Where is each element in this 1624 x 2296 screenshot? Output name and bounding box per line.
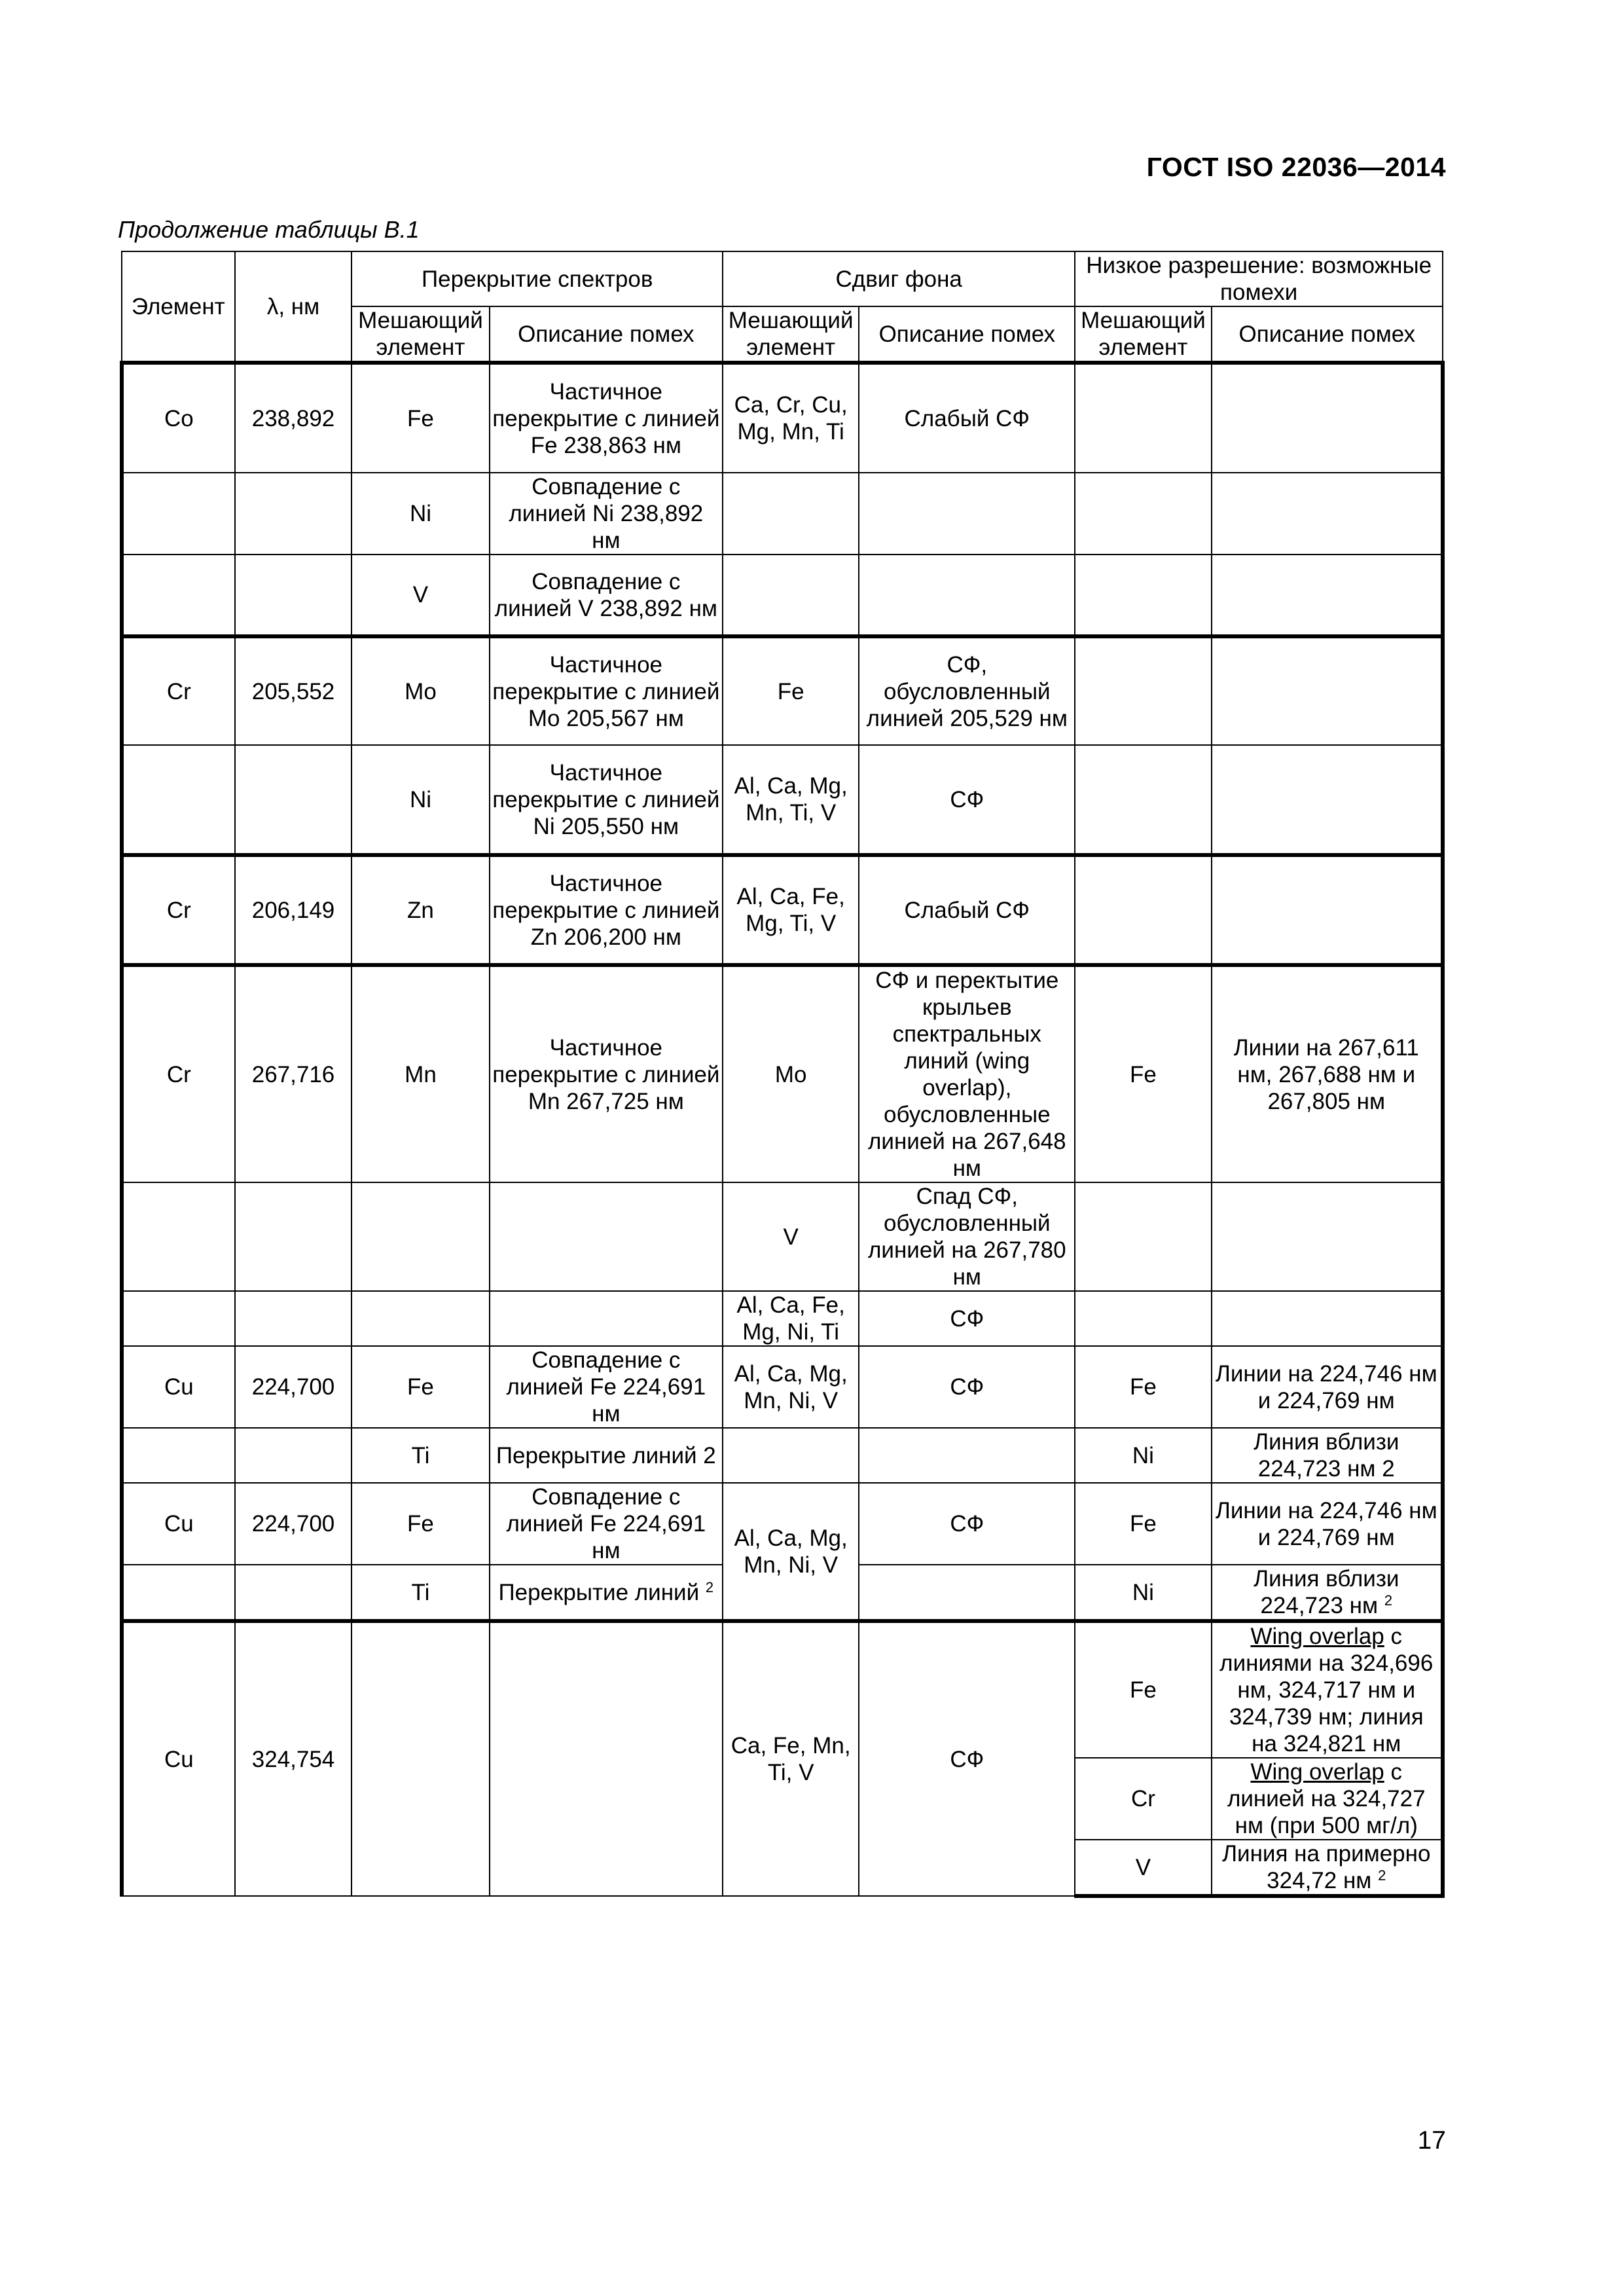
cell-background-element: Al, Ca, Mg, Mn, Ti, V bbox=[723, 745, 859, 855]
wing-overlap-term: Wing overlap bbox=[1250, 1759, 1384, 1785]
cell-overlap-description: Совпадение с линией Fe 224,691 нм bbox=[490, 1346, 723, 1428]
footnote-ref: 2 bbox=[1384, 1592, 1393, 1609]
cell-overlap-element bbox=[352, 1182, 489, 1291]
cell-background-description: Слабый СФ bbox=[859, 363, 1075, 473]
cell-background-description bbox=[859, 473, 1075, 555]
cell-element bbox=[122, 1428, 235, 1483]
cell-lowres-element bbox=[1075, 1291, 1211, 1346]
table-row bbox=[122, 1291, 1443, 1346]
cell-wavelength: 205,552 bbox=[235, 636, 352, 745]
table-row bbox=[122, 1621, 1443, 1758]
table-row bbox=[122, 473, 1443, 555]
table-row bbox=[122, 1483, 1443, 1565]
cell-overlap-element: Ni bbox=[352, 745, 489, 855]
cell-background-element: Mo bbox=[723, 965, 859, 1182]
cell-background-description: СФ bbox=[859, 1346, 1075, 1428]
cell-element bbox=[122, 1565, 235, 1621]
lowres-description-text: Линия вблизи 224,723 нм bbox=[1254, 1566, 1399, 1618]
table-row bbox=[122, 636, 1443, 745]
cell-overlap-description: Совпадение с линией Ni 238,892 нм bbox=[490, 473, 723, 555]
cell-lowres-description bbox=[1212, 1291, 1443, 1346]
cell-wavelength: 206,149 bbox=[235, 855, 352, 965]
cell-background-description: СФ, обусловленный линией 205,529 нм bbox=[859, 636, 1075, 745]
cell-element: Cu bbox=[122, 1483, 235, 1565]
cell-overlap-element: V bbox=[352, 555, 489, 636]
cell-overlap-element: Ti bbox=[352, 1565, 489, 1621]
cell-lowres-description bbox=[1212, 745, 1443, 855]
cell-lowres-description: Линии на 224,746 нм и 224,769 нм bbox=[1212, 1483, 1443, 1565]
cell-overlap-description bbox=[490, 1621, 723, 1896]
cell-overlap-description: Перекрытие линий 2 bbox=[490, 1428, 723, 1483]
cell-element: Cu bbox=[122, 1621, 235, 1896]
cell-overlap-description: Частичное перекрытие с линией Mo 205,567 нм bbox=[490, 636, 723, 745]
table-row bbox=[122, 1346, 1443, 1428]
cell-overlap-description: Частичное перекрытие с линией Zn 206,200 нм bbox=[490, 855, 723, 965]
cell-element bbox=[122, 555, 235, 636]
lowres-description-text: с линиями на 324,696 нм, 324,717 нм и 324,739 нм; линия на 324,821 нм bbox=[1219, 1624, 1434, 1757]
cell-overlap-description: Частичное перекрытие с линией Mn 267,725 нм bbox=[490, 965, 723, 1182]
cell-background-description: СФ bbox=[859, 745, 1075, 855]
cell-lowres-element bbox=[1075, 555, 1211, 636]
header-interfering-element: Мешающий элемент bbox=[352, 306, 489, 363]
standard-code: ГОСТ ISO 22036—2014 bbox=[1146, 152, 1446, 182]
lowres-description-text: с линией на 324,727 нм (при 500 мг/л) bbox=[1227, 1759, 1426, 1838]
header-description: Описание помех bbox=[859, 306, 1075, 363]
cell-overlap-element: Ni bbox=[352, 473, 489, 555]
cell-wavelength: 324,754 bbox=[235, 1621, 352, 1896]
cell-lowres-element bbox=[1075, 636, 1211, 745]
wing-overlap-term: Wing overlap bbox=[1250, 1624, 1384, 1649]
interference-table bbox=[120, 251, 1445, 1898]
table-caption: Продолжение таблицы В.1 bbox=[118, 216, 420, 243]
cell-overlap-element: Zn bbox=[352, 855, 489, 965]
cell-background-description: СФ bbox=[859, 1483, 1075, 1565]
header-interfering-element: Мешающий элемент bbox=[1075, 306, 1211, 363]
cell-background-element: Ca, Cr, Cu, Mg, Mn, Ti bbox=[723, 363, 859, 473]
cell-background-description: СФ bbox=[859, 1621, 1075, 1896]
overlap-description-text: Перекрытие линий bbox=[498, 1579, 700, 1605]
table-row bbox=[122, 1182, 1443, 1291]
cell-lowres-description bbox=[1212, 363, 1443, 473]
cell-element bbox=[122, 1182, 235, 1291]
page-number: 17 bbox=[1417, 2126, 1446, 2155]
cell-background-description: СФ и перектытие крыльев спектральных линий (wing overlap), обусловленные линией на 267,648 нм bbox=[859, 965, 1075, 1182]
cell-overlap-description bbox=[490, 1565, 723, 1621]
header-description: Описание помех bbox=[490, 306, 723, 363]
lowres-description-text: Линия на примерно 324,72 нм bbox=[1222, 1841, 1431, 1893]
cell-overlap-element: Fe bbox=[352, 1346, 489, 1428]
cell-overlap-element bbox=[352, 1621, 489, 1896]
header-interfering-element: Мешающий элемент bbox=[723, 306, 859, 363]
cell-lowres-element bbox=[1075, 855, 1211, 965]
header-spectral-overlap: Перекрытие спектров bbox=[352, 251, 723, 306]
cell-lowres-element: Fe bbox=[1075, 1346, 1211, 1428]
cell-background-description bbox=[859, 1565, 1075, 1621]
footnote-ref: 2 bbox=[1378, 1867, 1386, 1884]
table-row bbox=[122, 855, 1443, 965]
cell-background-description bbox=[859, 555, 1075, 636]
cell-background-element: Al, Ca, Mg, Mn, Ni, V bbox=[723, 1346, 859, 1428]
cell-wavelength bbox=[235, 1565, 352, 1621]
cell-lowres-description bbox=[1212, 1621, 1443, 1758]
cell-lowres-element: Ni bbox=[1075, 1565, 1211, 1621]
cell-lowres-element: V bbox=[1075, 1840, 1211, 1896]
cell-wavelength: 238,892 bbox=[235, 363, 352, 473]
cell-background-element: Al, Ca, Fe, Mg, Ti, V bbox=[723, 855, 859, 965]
cell-wavelength bbox=[235, 473, 352, 555]
cell-element: Co bbox=[122, 363, 235, 473]
cell-lowres-description bbox=[1212, 1840, 1443, 1896]
cell-overlap-element: Fe bbox=[352, 1483, 489, 1565]
cell-overlap-element: Ti bbox=[352, 1428, 489, 1483]
cell-background-description: Слабый СФ bbox=[859, 855, 1075, 965]
cell-overlap-element: Mo bbox=[352, 636, 489, 745]
cell-wavelength: 267,716 bbox=[235, 965, 352, 1182]
table-row bbox=[122, 745, 1443, 855]
cell-wavelength bbox=[235, 555, 352, 636]
cell-element: Cr bbox=[122, 965, 235, 1182]
cell-lowres-description bbox=[1212, 855, 1443, 965]
cell-lowres-element: Fe bbox=[1075, 965, 1211, 1182]
cell-element bbox=[122, 1291, 235, 1346]
cell-background-description: СФ bbox=[859, 1291, 1075, 1346]
table-row bbox=[122, 1428, 1443, 1483]
cell-background-element bbox=[723, 473, 859, 555]
cell-background-element: V bbox=[723, 1182, 859, 1291]
cell-background-element: Ca, Fe, Mn, Ti, V bbox=[723, 1621, 859, 1896]
cell-lowres-description bbox=[1212, 473, 1443, 555]
cell-lowres-description bbox=[1212, 1182, 1443, 1291]
cell-wavelength: 224,700 bbox=[235, 1346, 352, 1428]
table-row bbox=[122, 363, 1443, 473]
cell-lowres-element bbox=[1075, 363, 1211, 473]
cell-lowres-description bbox=[1212, 1565, 1443, 1621]
cell-overlap-element: Mn bbox=[352, 965, 489, 1182]
cell-overlap-description: Частичное перекрытие с линией Ni 205,550 нм bbox=[490, 745, 723, 855]
cell-lowres-description: Линии на 267,611 нм, 267,688 нм и 267,805 нм bbox=[1212, 965, 1443, 1182]
cell-lowres-description bbox=[1212, 555, 1443, 636]
cell-overlap-element: Fe bbox=[352, 363, 489, 473]
cell-overlap-description: Совпадение с линией Fe 224,691 нм bbox=[490, 1483, 723, 1565]
cell-lowres-element: Cr bbox=[1075, 1758, 1211, 1840]
cell-lowres-element bbox=[1075, 1182, 1211, 1291]
cell-lowres-description bbox=[1212, 1758, 1443, 1840]
cell-element bbox=[122, 473, 235, 555]
cell-lowres-description: Линия вблизи 224,723 нм 2 bbox=[1212, 1428, 1443, 1483]
header-wavelength: λ, нм bbox=[235, 251, 352, 363]
cell-background-description: Спад СФ, обусловленный линией на 267,780 нм bbox=[859, 1182, 1075, 1291]
cell-overlap-description bbox=[490, 1182, 723, 1291]
cell-lowres-element bbox=[1075, 473, 1211, 555]
cell-lowres-element bbox=[1075, 745, 1211, 855]
cell-overlap-description bbox=[490, 1291, 723, 1346]
cell-element bbox=[122, 745, 235, 855]
cell-lowres-description: Линии на 224,746 нм и 224,769 нм bbox=[1212, 1346, 1443, 1428]
cell-background-element: Al, Ca, Mg, Mn, Ni, V bbox=[723, 1483, 859, 1621]
cell-lowres-element: Fe bbox=[1075, 1483, 1211, 1565]
cell-background-description bbox=[859, 1428, 1075, 1483]
header-element: Элемент bbox=[122, 251, 235, 363]
cell-overlap-description: Частичное перекрытие с линией Fe 238,863 нм bbox=[490, 363, 723, 473]
cell-overlap-description: Совпадение с линией V 238,892 нм bbox=[490, 555, 723, 636]
cell-wavelength bbox=[235, 1428, 352, 1483]
cell-wavelength bbox=[235, 1182, 352, 1291]
header-low-resolution: Низкое разрешение: возможные помехи bbox=[1075, 251, 1443, 306]
cell-wavelength bbox=[235, 1291, 352, 1346]
cell-background-element bbox=[723, 555, 859, 636]
cell-wavelength: 224,700 bbox=[235, 1483, 352, 1565]
cell-element: Cr bbox=[122, 636, 235, 745]
header-background-shift: Сдвиг фона bbox=[723, 251, 1075, 306]
cell-wavelength bbox=[235, 745, 352, 855]
footnote-ref: 2 bbox=[705, 1578, 714, 1595]
cell-background-element: Al, Ca, Fe, Mg, Ni, Ti bbox=[723, 1291, 859, 1346]
cell-lowres-element: Ni bbox=[1075, 1428, 1211, 1483]
cell-element: Cr bbox=[122, 855, 235, 965]
cell-element: Cu bbox=[122, 1346, 235, 1428]
table-row bbox=[122, 555, 1443, 636]
header-description: Описание помех bbox=[1212, 306, 1443, 363]
cell-background-element: Fe bbox=[723, 636, 859, 745]
cell-background-element bbox=[723, 1428, 859, 1483]
cell-overlap-element bbox=[352, 1291, 489, 1346]
cell-lowres-element: Fe bbox=[1075, 1621, 1211, 1758]
cell-lowres-description bbox=[1212, 636, 1443, 745]
table-row bbox=[122, 965, 1443, 1182]
